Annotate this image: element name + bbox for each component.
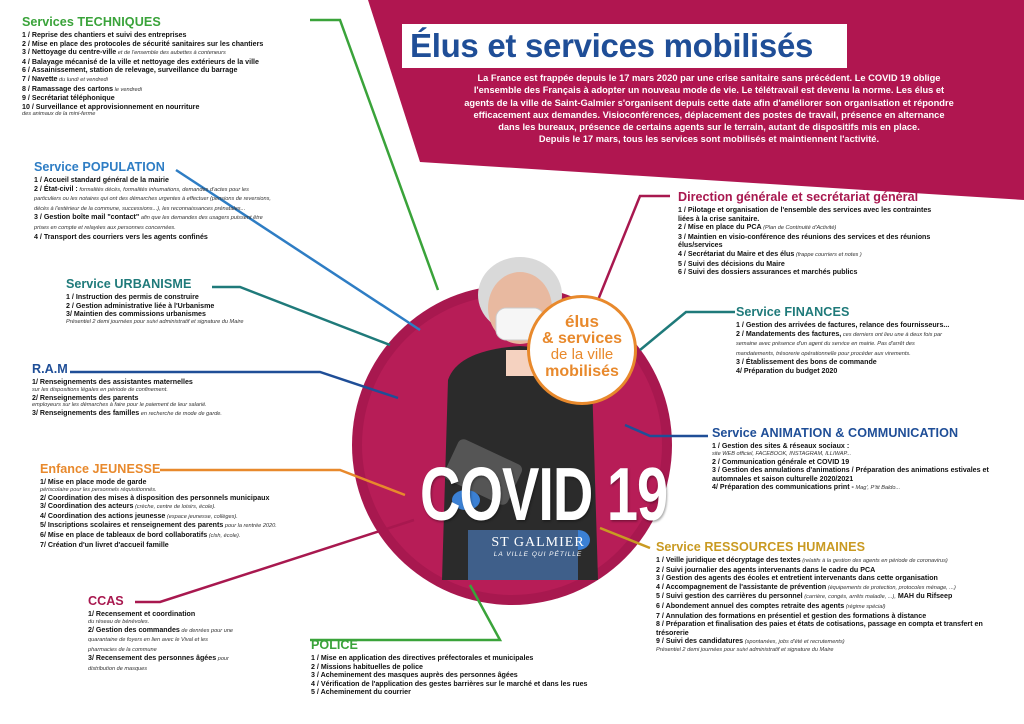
- item-detail: (carrière, congés, arrêts maladie, ...),: [802, 594, 896, 601]
- section-note: des animaux de la mini-ferme: [22, 111, 96, 118]
- section-list: [66, 293, 306, 319]
- item-text: 1 / Mise en application des directives préfectorales et municipales: [311, 654, 534, 662]
- badge-line: & services: [541, 330, 623, 347]
- badge-line: de la ville: [550, 346, 614, 363]
- item-text: 1 / Pilotage et organisation de l'ensemble des services avec les contraintes liées à la crise sanitaire.: [678, 206, 932, 223]
- item-text: 1 / Veille juridique et décryptage des textes: [656, 556, 801, 564]
- section-urbanisme: [66, 277, 306, 326]
- list-item: [311, 671, 641, 680]
- list-item: [656, 612, 1012, 621]
- list-item: [736, 321, 951, 330]
- list-item: [66, 293, 306, 302]
- item-detail: (frappe courriers et notes ): [794, 251, 862, 258]
- logo-tagline: LA VILLE QUI PÉTILLE: [493, 551, 583, 558]
- item-text: 4 / Accompagnement de l'assistante de prévention: [656, 582, 827, 591]
- section-list: [736, 321, 951, 376]
- section-list: [311, 654, 641, 697]
- item-detail: le vendredi: [113, 86, 143, 93]
- item-detail: (espace jeunesse, collèges).: [165, 513, 238, 520]
- item-text: 2/ Gestion des commandes: [88, 625, 180, 634]
- connector-finances: [640, 312, 735, 350]
- item-text: 1 / Instruction des permis de construire: [66, 293, 199, 301]
- section-title: Service FINANCES: [736, 305, 850, 319]
- section-animation: [712, 426, 992, 493]
- item-text: 3/ Coordination des acteurs: [40, 502, 134, 511]
- list-item: [736, 367, 951, 376]
- list-item: [656, 566, 1012, 575]
- intro-line: dans les bureaux, présence de certains agents sur le terrain, autant de dispositifs mis en place.: [498, 122, 920, 133]
- item-text: 3 / Gestion des agents des écoles et entretient intervenants dans cette organisation: [656, 574, 938, 583]
- item-text: 7 / Navette: [22, 74, 58, 83]
- list-item: [712, 458, 992, 467]
- list-item: [678, 233, 948, 250]
- item-text: 1 / Accueil standard général de la mairie: [34, 176, 169, 184]
- item-text: 2 / Communication générale et COVID 19: [712, 457, 850, 466]
- section-list: [32, 378, 282, 419]
- list-item: [311, 688, 641, 697]
- item-detail: (crèche, centre de loisirs, école).: [133, 504, 216, 511]
- section-direction: [678, 190, 948, 277]
- section-title: Enfance JEUNESSE: [40, 462, 161, 476]
- item-text: 1 / Gestion des sites & réseaux sociaux :: [712, 442, 850, 450]
- item-subtext: employeurs sur les démarches à faire pour le paiement de leur salarié.: [32, 402, 207, 409]
- section-jeunesse: [40, 462, 320, 549]
- item-text: 3 / Acheminement des masques auprès des personnes âgées: [311, 671, 518, 680]
- list-item: [678, 268, 948, 277]
- section-list: [40, 478, 320, 549]
- item-text: 4 / Secrétariat du Maire et des élus: [678, 249, 795, 258]
- intro-line: Depuis le 17 mars, tous les services sont mobilisés et maintiennent l'activité.: [538, 134, 880, 145]
- item-subtext: périscolaire pour les personnels réquisitionnés.: [40, 486, 157, 493]
- item-detail: en recherche de mode de garde.: [139, 411, 222, 418]
- list-item: [678, 250, 948, 260]
- item-text: 2/ Renseignements des parents: [32, 393, 139, 402]
- item-text: 2 / Mise en place des protocoles de sécurité sanitaires sur les chantiers: [22, 39, 264, 48]
- item-text: 8 / Ramassage des cartons: [22, 84, 114, 93]
- item-detail: Mag', P'tit Baldo...: [853, 485, 901, 492]
- item-text: 7 / Annulation des formations en présentiel et gestion des formations à distance: [656, 611, 927, 620]
- section-population: [34, 160, 274, 241]
- item-detail: (spontanées, jobs d'été et recrutements): [743, 639, 845, 646]
- item-text: 3/ Maintien des commissions urbanismes: [66, 310, 206, 319]
- item-detail: (relatifs à la gestion des agents en période de coronavirus): [800, 558, 948, 564]
- list-item: [22, 31, 322, 40]
- item-text: 2 / Gestion administrative liée à l'Urbanisme: [66, 301, 215, 310]
- item-text: 5/ Inscriptions scolaires et renseignement des parents: [40, 521, 224, 530]
- item-text: 1/ Recensement et coordination: [88, 610, 196, 618]
- city-logo: [478, 535, 598, 558]
- covid-title: COVID 19: [420, 451, 668, 537]
- list-item: [311, 654, 641, 663]
- list-item: [22, 58, 322, 67]
- list-item: [311, 663, 641, 672]
- list-item: [40, 521, 320, 531]
- list-item: [736, 358, 951, 367]
- intro-line: agents de la ville de Saint-Galmier s'organisent depuis cette date afin d'améliorer son organisation et répondre: [464, 97, 954, 108]
- list-item: [40, 478, 320, 494]
- item-text: 4 / Vérification de l'application des gestes barrières sur le marché et dans les rues: [311, 679, 588, 688]
- list-item: [88, 654, 238, 673]
- item-text: 8 / Préparation et finalisation des paies et états de cotisations, passage en compta et transfert en trésorerie: [656, 620, 983, 637]
- section-list: [34, 176, 274, 241]
- item-subtext: site WEB officiel, FACEBOOK, INSTAGRAM, ILLIWAP...: [712, 450, 852, 457]
- list-item: [34, 213, 274, 232]
- section-title: Service ANIMATION & COMMUNICATION: [712, 426, 959, 440]
- item-text: 6 / Assainissement, station de relevage, surveillance du barrage: [22, 66, 238, 75]
- item-text: 9 / Suivi des candidatures: [656, 637, 744, 646]
- list-item: [678, 260, 948, 269]
- section-list: [678, 206, 948, 277]
- item-text: 1 / Gestion des arrivées de factures, relance des fournisseurs...: [736, 321, 950, 329]
- item-text: 2/ Coordination des mises à disposition des personnels municipaux: [40, 493, 270, 502]
- section-list: [22, 31, 322, 111]
- item-text: 6 / Suivi des dossiers assurances et marchés publics: [678, 268, 858, 277]
- item-text: 3 / Gestion des annulations d'animations / Préparation des animations estivales et automnales et saison culturelle 2020/2021: [712, 466, 989, 483]
- item-text: 1/ Mise en place mode de garde: [40, 478, 147, 486]
- item-detail: et de l'ensemble des aubettes à conteneurs: [116, 50, 226, 57]
- section-title: Services TECHNIQUES: [22, 15, 161, 29]
- section-title: POLICE: [311, 638, 358, 652]
- item-text: 5 / Suivi des décisions du Maire: [678, 259, 785, 268]
- list-item: [34, 233, 274, 242]
- item-text: 3 / Maintien en visio-conférence des réunions des services et des réunions élus/services: [678, 232, 931, 250]
- list-item: [656, 602, 1012, 612]
- list-item: [22, 103, 322, 112]
- list-item: [34, 176, 274, 185]
- section-list: [712, 442, 992, 493]
- list-item: [40, 494, 320, 503]
- list-item: [88, 626, 238, 655]
- section-finances: [736, 305, 951, 376]
- item-detail: (équipements de protection, protocoles ménage, ...): [826, 584, 956, 591]
- item-detail: formalités décès, formalités inhumations, demandes d'actes pour les particuliers ou les notaires qui ont des démarches urgentes à effectuer (pensions de reversions, décès à l'extérieur de la commune, successions...), les reconnaissances prénatales...: [34, 186, 271, 212]
- item-text: 9 / Secrétariat téléphonique: [22, 94, 115, 103]
- section-title: Service RESSOURCES HUMAINES: [656, 540, 866, 554]
- list-item: [736, 330, 951, 359]
- item-detail: (clsh, école).: [207, 532, 241, 539]
- page-title: Élus et services mobilisés: [410, 27, 814, 64]
- item-text: 2 / État-civil :: [34, 184, 78, 193]
- section-note: Présentiel 2 demi journées pour suivi administratif et signature du Maire: [66, 318, 244, 325]
- section-rh: [656, 540, 1012, 654]
- list-item: [656, 556, 1012, 566]
- badge-line: mobilisés: [545, 363, 619, 380]
- section-note: Présentiel 2 demi journées pour suivi administratif et signature du Maire: [656, 646, 834, 653]
- item-detail: afin que les demandes des usagers puissent être prises en compte et relayées aux personnes concernées.: [34, 215, 263, 231]
- item-text: 4/ Coordination des actions jeunesse: [40, 511, 166, 520]
- list-item: [656, 620, 1012, 637]
- item-text: 5 / Acheminement du courrier: [311, 688, 411, 697]
- item-detail: (Plan de Continuité d'Activité): [761, 225, 837, 232]
- center-badge: [527, 295, 637, 405]
- item-text: 7/ Création d'un livret d'accueil famille: [40, 540, 169, 549]
- list-item: [22, 48, 322, 58]
- list-item: [678, 223, 948, 233]
- item-text: 4/ Préparation des communications print -: [712, 483, 854, 492]
- item-text: 4 / Balayage mécanisé de la ville et nettoyage des extérieurs de la ville: [22, 57, 259, 66]
- intro-line: La France est frappée depuis le 17 mars 2020 par une crise sanitaire sans précédent. Le COVID 19 oblige: [477, 73, 941, 83]
- item-detail: ces derniers ont lieu une à deux fois par semaine avec présence d'un agent du service en mairie. Pas d'arrêt des mandatements, trésorerie opérationnelle pour procéder aux virements.: [736, 331, 943, 357]
- intro-line: l'ensemble des Français à adopter un nouveau mode de vie. Le télétravail est devenu la norme. Les élus et: [473, 85, 945, 96]
- item-text: 1 / Reprise des chantiers et suivi des entreprises: [22, 31, 187, 39]
- list-item: [678, 206, 948, 223]
- logo-name: ST GALMIER: [491, 535, 585, 550]
- item-text: 3/ Recensement des personnes âgées: [88, 654, 217, 663]
- item-text: 6/ Mise en place de tableaux de bord collaboratifs: [40, 530, 208, 539]
- section-ccas: [88, 594, 238, 674]
- list-item: [656, 637, 1012, 647]
- list-item: [40, 541, 320, 550]
- list-item: [656, 574, 1012, 583]
- intro-line: efficacement aux demandes. Visioconférences, déplacement des postes de travail, présence en alternance: [473, 109, 945, 120]
- list-item: [40, 512, 320, 522]
- item-text: 3 / Gestion boîte mail "contact": [34, 213, 140, 222]
- item-text-tail: MAH du Rifseep: [895, 592, 953, 601]
- section-title: Service POPULATION: [34, 160, 165, 174]
- list-item: [712, 442, 992, 458]
- list-item: [22, 75, 322, 85]
- item-text: 6 / Abondement annuel des comptes retraite des agents: [656, 601, 845, 610]
- item-text: 1/ Renseignements des assistantes maternelles: [32, 378, 193, 386]
- badge-line: élus: [564, 312, 600, 331]
- section-techniques: [22, 15, 322, 118]
- list-item: [66, 302, 306, 311]
- intro-text: [414, 72, 1004, 146]
- item-text: 4/ Préparation du budget 2020: [736, 366, 838, 375]
- section-title: Direction générale et secrétariat général: [678, 190, 919, 204]
- item-detail: de denrées pour une quarantaine de foyers en lien avec le Vival et les pharmacies de la commune: [88, 627, 234, 653]
- list-item: [311, 680, 641, 689]
- list-item: [656, 592, 1012, 602]
- item-text: 4 / Transport des courriers vers les agents confinés: [34, 232, 208, 241]
- list-item: [32, 409, 282, 419]
- item-text: 3 / Établissement des bons de commande: [736, 358, 877, 367]
- section-ram: [32, 362, 282, 419]
- list-item: [32, 378, 282, 394]
- item-text: 3 / Nettoyage du centre-ville: [22, 48, 117, 57]
- section-list: [88, 610, 238, 674]
- list-item: [22, 40, 322, 49]
- list-item: [712, 466, 992, 483]
- list-item: [656, 583, 1012, 593]
- list-item: [34, 185, 274, 214]
- item-text: 2 / Missions habituelles de police: [311, 662, 423, 671]
- section-title: Service URBANISME: [66, 277, 192, 291]
- list-item: [712, 483, 992, 493]
- item-text: 2 / Mandatements des factures,: [736, 329, 842, 338]
- item-text: 10 / Surveillance et approvisionnement en nourriture: [22, 102, 200, 111]
- item-text: 5 / Suivi gestion des carrières du personnel: [656, 592, 803, 601]
- list-item: [22, 66, 322, 75]
- list-item: [32, 394, 282, 410]
- list-item: [88, 610, 238, 626]
- connector-direction: [598, 196, 670, 300]
- list-item: [22, 94, 322, 103]
- section-police: [311, 638, 641, 697]
- list-item: [40, 531, 320, 541]
- item-detail: du lundi et vendredi: [57, 76, 108, 83]
- list-item: [66, 310, 306, 319]
- item-subtext: du réseau de bénévoles.: [88, 618, 150, 625]
- section-title: R.A.M: [32, 362, 68, 376]
- item-detail: pour distribution de masques: [88, 656, 229, 672]
- section-list: [656, 556, 1012, 647]
- item-subtext: sur les dispositions légales en période de confinement.: [32, 386, 168, 393]
- list-item: [40, 502, 320, 512]
- item-detail: pour la rentrée 2020.: [223, 523, 277, 530]
- list-item: [22, 85, 322, 95]
- item-text: 3/ Renseignements des familles: [32, 409, 140, 418]
- item-text: 2 / Mise en place du PCA: [678, 223, 762, 232]
- item-detail: (régime spécial): [844, 603, 886, 610]
- section-title: CCAS: [88, 594, 124, 608]
- item-text: 2 / Suivi journalier des agents intervenants dans le cadre du PCA: [656, 565, 876, 574]
